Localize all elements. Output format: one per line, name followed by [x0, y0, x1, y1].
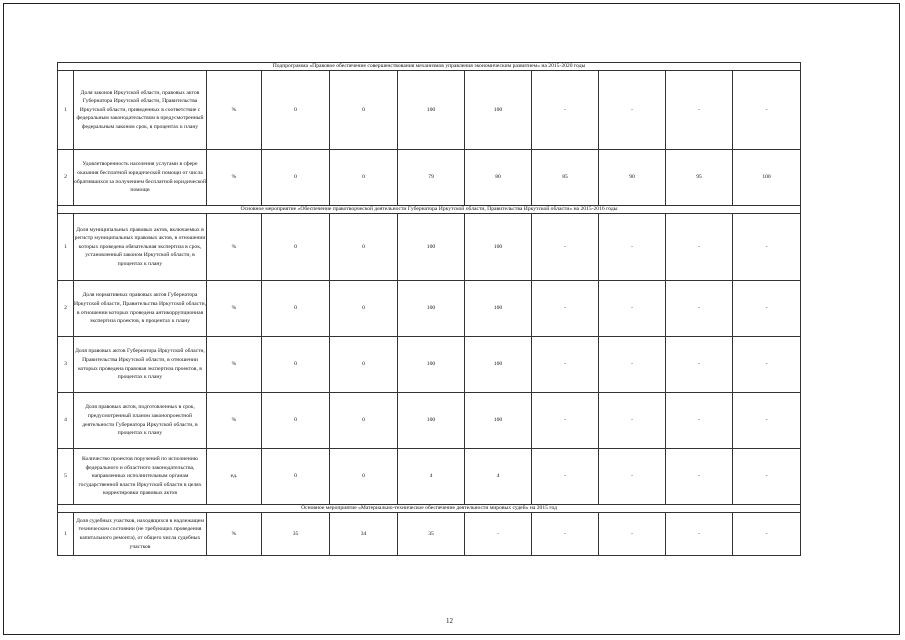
value-cell: - — [532, 337, 599, 393]
value-cell: 4 — [398, 449, 465, 505]
value-cell: - — [599, 71, 666, 150]
value-cell: - — [532, 393, 599, 449]
value-cell: - — [599, 214, 666, 281]
value-cell: - — [599, 449, 666, 505]
indicators-table — [57, 62, 801, 556]
value-cell: - — [599, 337, 666, 393]
unit-cell: % — [207, 150, 262, 206]
value-cell: 0 — [330, 337, 398, 393]
section-title: Подпрограмма «Правовое обеспечение совершенствования механизмов управления экономическим развитием» на 2015-2020 годы — [58, 63, 801, 71]
value-cell: 0 — [262, 337, 330, 393]
value-cell: 79 — [398, 150, 465, 206]
value-cell: 95 — [666, 150, 733, 206]
table-row — [58, 513, 801, 556]
value-cell: - — [532, 449, 599, 505]
value-cell: - — [733, 214, 801, 281]
value-cell: 85 — [532, 150, 599, 206]
value-cell: 0 — [330, 214, 398, 281]
value-cell: 100 — [465, 337, 532, 393]
value-cell: 0 — [330, 281, 398, 337]
value-cell: 100 — [398, 214, 465, 281]
value-cell: - — [532, 281, 599, 337]
value-cell: - — [666, 449, 733, 505]
indicator-name: Доля правовых актов Губернатора Иркутской области, Правительства Иркутской области, в отношении которых проведена правовая экспертиза проектов, в процентах к плану — [74, 337, 207, 393]
value-cell: - — [733, 449, 801, 505]
value-cell: - — [532, 214, 599, 281]
value-cell: - — [599, 281, 666, 337]
value-cell: 100 — [465, 214, 532, 281]
unit-cell: % — [207, 513, 262, 556]
value-cell: 0 — [262, 281, 330, 337]
unit-cell: % — [207, 214, 262, 281]
table-row — [58, 449, 801, 505]
section-header-row — [58, 505, 801, 513]
value-cell: 100 — [733, 150, 801, 206]
value-cell: 100 — [465, 393, 532, 449]
value-cell: 0 — [330, 150, 398, 206]
row-number: 1 — [58, 513, 74, 556]
value-cell: 0 — [330, 71, 398, 150]
section-header-row — [58, 206, 801, 214]
value-cell: 35 — [262, 513, 330, 556]
value-cell: 0 — [262, 393, 330, 449]
row-number: 2 — [58, 281, 74, 337]
unit-cell: ед. — [207, 449, 262, 505]
value-cell: - — [666, 513, 733, 556]
value-cell: 100 — [398, 337, 465, 393]
value-cell: - — [532, 71, 599, 150]
table-row — [58, 71, 801, 150]
value-cell: 100 — [398, 71, 465, 150]
value-cell: - — [599, 513, 666, 556]
unit-cell: % — [207, 281, 262, 337]
row-number: 4 — [58, 393, 74, 449]
value-cell: 35 — [398, 513, 465, 556]
value-cell: 100 — [465, 71, 532, 150]
table-row — [58, 393, 801, 449]
row-number: 3 — [58, 337, 74, 393]
value-cell: - — [666, 214, 733, 281]
indicator-name: Доля муниципальных правовых актов, включаемых в регистр муниципальных правовых актов, в отношении которых проведена обязательная экспертиза в срок, установленный законом Иркутской области, в процентах к плану — [74, 214, 207, 281]
value-cell: - — [599, 393, 666, 449]
value-cell: 90 — [599, 150, 666, 206]
table-row — [58, 150, 801, 206]
unit-cell: % — [207, 393, 262, 449]
value-cell: - — [733, 393, 801, 449]
indicator-name: Количество проектов поручений по исполнению федерального и областного законодательства, направленных исполнительным органам государственной власти Иркутской области в целях корректировки правовых актов — [74, 449, 207, 505]
section-title: Основное мероприятие «Материально-техническое обеспечение деятельности мировых судей» на 2015 год — [58, 505, 801, 513]
row-number: 5 — [58, 449, 74, 505]
indicator-name: Доля судебных участков, находящихся в надлежащем техническом состоянии (не требующих проведения капитального ремонта), от общего числа судебных участков — [74, 513, 207, 556]
section-title: Основное мероприятие «Обеспечение правотворческой деятельности Губернатора Иркутской области, Правительства Иркутской области» на 2015-2016 годы — [58, 206, 801, 214]
value-cell: - — [465, 513, 532, 556]
table-row — [58, 214, 801, 281]
value-cell: 80 — [465, 150, 532, 206]
row-number: 1 — [58, 214, 74, 281]
section-header-row — [58, 63, 801, 71]
value-cell: 0 — [330, 449, 398, 505]
value-cell: 4 — [465, 449, 532, 505]
value-cell: 100 — [398, 393, 465, 449]
value-cell: - — [666, 393, 733, 449]
value-cell: 0 — [262, 449, 330, 505]
indicator-name: Доля законов Иркутской области, правовых актов Губернатора Иркутской области, Правительства Иркутской области, приведенных в соответствие с федеральным законодательством в предусмотренный федеральным законом срок, в процентах к плану — [74, 71, 207, 150]
page-number: 12 — [446, 617, 453, 625]
value-cell: 100 — [398, 281, 465, 337]
value-cell: - — [733, 337, 801, 393]
value-cell: 0 — [262, 214, 330, 281]
value-cell: - — [733, 513, 801, 556]
table-row — [58, 337, 801, 393]
indicator-name: Доля нормативных правовых актов Губернатора Иркутской области, Правительства Иркутской области, в отношении которых проведена антикоррупционная экспертиза проектов, в процентах к плану — [74, 281, 207, 337]
table-row — [58, 281, 801, 337]
value-cell: 34 — [330, 513, 398, 556]
unit-cell: % — [207, 71, 262, 150]
unit-cell: % — [207, 337, 262, 393]
value-cell: 0 — [262, 71, 330, 150]
value-cell: - — [733, 281, 801, 337]
value-cell: 0 — [262, 150, 330, 206]
value-cell: 0 — [330, 393, 398, 449]
value-cell: - — [532, 513, 599, 556]
row-number: 1 — [58, 71, 74, 150]
indicator-name: Доля правовых актов, подготовленных в срок, предусмотренный планом законопроектной деятельности Губернатора Иркутской области, в процентах к плану — [74, 393, 207, 449]
value-cell: - — [666, 71, 733, 150]
value-cell: - — [733, 71, 801, 150]
value-cell: 100 — [465, 281, 532, 337]
row-number: 2 — [58, 150, 74, 206]
value-cell: - — [666, 337, 733, 393]
indicator-name: Удовлетворенность населения услугами в сфере оказания бесплатной юридической помощи от числа обратившихся за получением бесплатной юридической помощи — [74, 150, 207, 206]
value-cell: - — [666, 281, 733, 337]
